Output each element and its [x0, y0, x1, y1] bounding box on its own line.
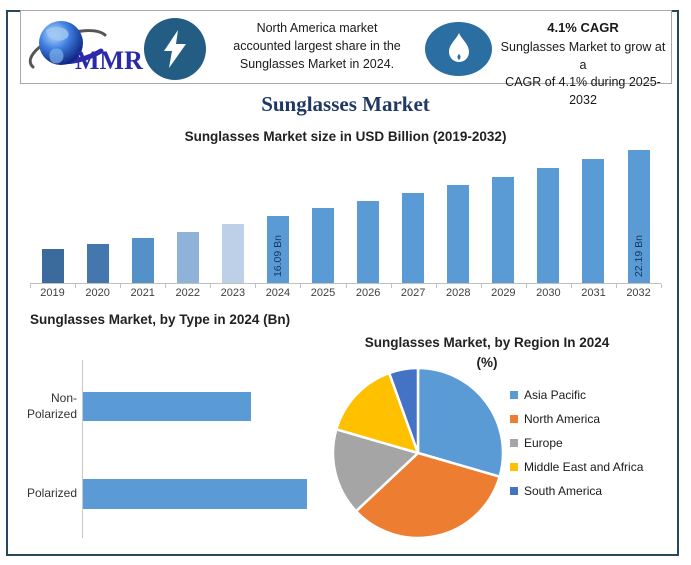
- region-pie: [330, 365, 506, 541]
- mmr-logo: [27, 17, 155, 77]
- type-category-label: Polarized: [26, 486, 77, 501]
- legend-label: Middle East and Africa: [524, 460, 644, 474]
- type-chart-title: Sunglasses Market, by Type in 2024 (Bn): [30, 312, 291, 327]
- legend-label: Europe: [524, 436, 563, 450]
- bar-2021: [132, 238, 154, 283]
- header-note-line: Sunglasses Market in 2024.: [239, 56, 395, 71]
- bar-2023: [222, 224, 244, 283]
- bar-non-polarized: [83, 392, 251, 421]
- annual-chart-title: Sunglasses Market size in USD Billion (2019-2032): [184, 129, 507, 144]
- flame-icon: [446, 32, 472, 66]
- x-axis-label: 2025: [310, 287, 336, 299]
- x-axis-label: 2019: [40, 287, 65, 299]
- bar-column: [210, 150, 255, 283]
- header-note: [216, 20, 418, 73]
- x-axis-label: 2030: [536, 287, 561, 299]
- header: [20, 10, 672, 107]
- bar-2025: [312, 208, 334, 283]
- bar-value-label: 22.19 Bn: [632, 234, 645, 277]
- x-axis-label: 2026: [355, 287, 381, 299]
- x-axis-label: 2022: [175, 287, 201, 299]
- bar-2026: [357, 201, 379, 283]
- legend-swatch: [510, 391, 518, 399]
- bar-2031: [582, 159, 604, 283]
- annual-x-axis: [30, 287, 661, 299]
- bar-column: [391, 150, 436, 283]
- legend-label: South America: [524, 484, 603, 498]
- bar-2020: [87, 244, 109, 283]
- globe-icon: [27, 17, 155, 77]
- bar-column: [616, 150, 661, 283]
- x-axis-label: 2027: [400, 287, 426, 299]
- bar-column: [165, 150, 210, 283]
- bar-column: [436, 150, 481, 283]
- region-chart-title-text: Sunglasses Market, by Region In 2024: [364, 335, 610, 350]
- bar-value-label: 16.09 Bn: [271, 234, 284, 277]
- bar-column: [346, 150, 391, 283]
- bar-column: [75, 150, 120, 283]
- bar-2022: [177, 232, 199, 283]
- bar-column: [526, 150, 571, 283]
- x-axis-label: 2028: [446, 287, 471, 299]
- region-chart: [330, 328, 679, 555]
- x-axis-label: 2031: [581, 287, 606, 299]
- legend-label: North America: [524, 412, 601, 426]
- cagr-line: CAGR of 4.1% during 2025-2032: [505, 75, 661, 107]
- bar-column: [255, 150, 300, 283]
- legend-item: [510, 412, 643, 426]
- type-chart: [20, 310, 342, 550]
- header-note-line: accounted largest share in the: [233, 38, 401, 53]
- bar-2032: [628, 150, 650, 283]
- x-axis-label: 2029: [491, 287, 516, 299]
- x-axis-label: 2032: [626, 287, 651, 299]
- region-legend: [510, 388, 643, 498]
- bar-column: [481, 150, 526, 283]
- type-category-label: Non-Polarized: [26, 390, 77, 421]
- bar-2029: [492, 177, 514, 283]
- bar-polarized: [83, 479, 307, 509]
- x-axis-label: 2023: [220, 287, 246, 299]
- legend-item: [510, 460, 643, 474]
- bar-2030: [537, 168, 559, 283]
- bar-column: [120, 150, 165, 283]
- flame-badge: [425, 22, 492, 76]
- bar-2019: [42, 249, 64, 283]
- region-chart-subtitle: (%): [476, 355, 498, 371]
- bar-column: [30, 150, 75, 283]
- svg-text:MMR: MMR: [75, 46, 143, 75]
- legend-swatch: [510, 439, 518, 447]
- bar-column: [300, 150, 345, 283]
- legend-item: [510, 388, 643, 402]
- annual-bar-plot: [30, 150, 661, 284]
- bar-2024: [267, 216, 289, 283]
- legend-item: [510, 436, 643, 450]
- type-chart-axis: [82, 360, 83, 538]
- legend-swatch: [510, 487, 518, 495]
- cagr-line: Sunglasses Market to grow at a: [500, 40, 666, 72]
- x-axis-label: 2020: [85, 287, 110, 299]
- header-note-line: North America market: [256, 21, 378, 35]
- legend-item: [510, 484, 643, 498]
- legend-swatch: [510, 463, 518, 471]
- lightning-icon: [158, 29, 192, 69]
- x-axis-label: 2024: [265, 287, 291, 299]
- page-title: Sunglasses Market: [261, 92, 430, 116]
- bar-column: [571, 150, 616, 283]
- bar-2027: [402, 193, 424, 283]
- legend-swatch: [510, 415, 518, 423]
- bar-2028: [447, 185, 469, 283]
- legend-label: Asia Pacific: [524, 388, 587, 402]
- lightning-badge: [144, 18, 206, 80]
- cagr-title: 4.1% CAGR: [547, 20, 619, 35]
- x-axis-label: 2021: [130, 287, 155, 299]
